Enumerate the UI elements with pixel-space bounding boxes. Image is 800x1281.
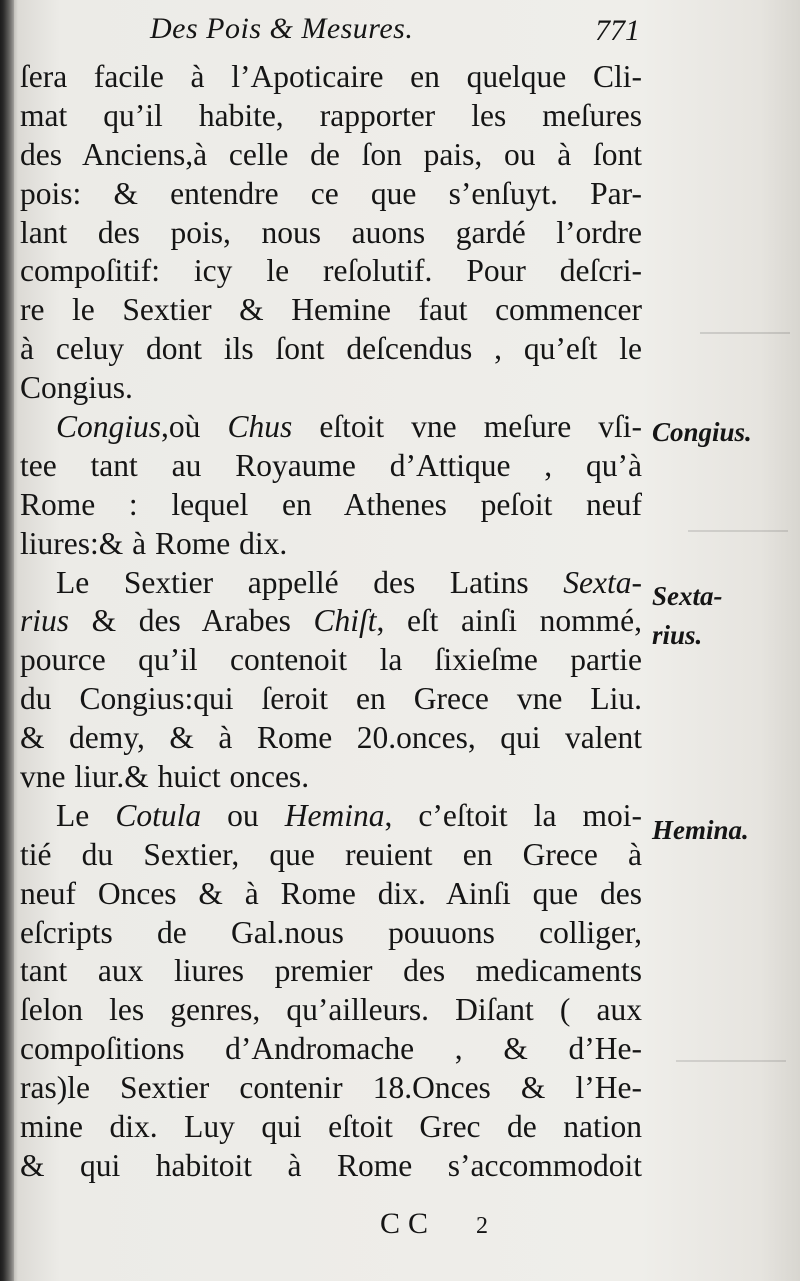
text-line bbox=[20, 602, 642, 641]
margin-note-sextarius-1: Sexta- bbox=[652, 581, 723, 611]
text-line: tant aux liures premier des medicaments bbox=[20, 953, 642, 989]
text-run: Le bbox=[56, 797, 116, 833]
text-line: mat qu’il habite, rapporter les meſures bbox=[20, 97, 642, 133]
italic-term: Chiſt bbox=[313, 603, 377, 639]
paragraph-sextier-line bbox=[20, 564, 642, 603]
signature-mark bbox=[380, 1207, 488, 1241]
margin-notes bbox=[652, 0, 800, 1281]
text-run: , c’eſtoit la moi- bbox=[384, 797, 642, 833]
italic-term: Hemina bbox=[284, 797, 385, 833]
text-line: Rome : lequel en Athenes peſoit neuf bbox=[20, 486, 642, 522]
margin-note-sextarius-2: rius. bbox=[652, 620, 703, 650]
text-line: vne liur.& huict onces. bbox=[20, 759, 310, 795]
binding-gutter-shadow bbox=[0, 0, 14, 1281]
italic-term: rius bbox=[20, 603, 70, 639]
italic-term: Cotula bbox=[115, 797, 202, 833]
signature-letters: CC bbox=[380, 1207, 437, 1240]
body-text bbox=[20, 58, 642, 1186]
paragraph-congius-line bbox=[20, 408, 642, 447]
text-line: ras)le Sextier contenir 18.Onces & l’He- bbox=[20, 1070, 642, 1106]
text-line: neuf Onces & à Rome dix. Ainſi que des bbox=[20, 875, 642, 911]
text-run: & des Arabes bbox=[69, 603, 314, 639]
text-line: ſelon les genres, qu’ailleurs. Diſant ( aux bbox=[20, 992, 642, 1028]
text-line: re le Sextier & Hemine faut commencer bbox=[20, 292, 642, 328]
text-line: eſcripts de Gal.nous pouuons colliger, bbox=[20, 914, 642, 950]
text-line: compoſitif: icy le reſolutif. Pour deſcri- bbox=[20, 253, 642, 289]
page-header bbox=[150, 10, 650, 50]
text-run: eſtoit vne meſure vſi- bbox=[292, 409, 642, 445]
text-line: Congius. bbox=[20, 370, 133, 406]
text-line: tié du Sextier, que reuient en Grece à bbox=[20, 836, 642, 872]
text-line: & demy, & à Rome 20.onces, qui valent bbox=[20, 720, 642, 756]
paragraph-hemina-line bbox=[20, 797, 642, 836]
text-run: ou bbox=[201, 797, 285, 833]
text-run: , eſt ainſi nommé, bbox=[376, 603, 642, 639]
italic-term: Sexta- bbox=[563, 564, 642, 600]
text-run: ,où bbox=[161, 409, 228, 445]
text-line: pois: & entendre ce que s’enſuyt. Par- bbox=[20, 175, 642, 211]
signature-number: 2 bbox=[476, 1213, 489, 1239]
text-line: & qui habitoit à Rome s’accommodoit bbox=[20, 1147, 642, 1183]
text-line: à celuy dont ils ſont deſcendus , qu’eſt le bbox=[20, 331, 642, 367]
page-number: 771 bbox=[595, 14, 640, 47]
text-line: tee tant au Royaume d’Attique , qu’à bbox=[20, 447, 642, 483]
text-line: du Congius:qui ſeroit en Grece vne Liu. bbox=[20, 681, 642, 717]
margin-note-hemina: Hemina. bbox=[652, 815, 749, 845]
text-line: compoſitions d’Andromache , & d’He- bbox=[20, 1031, 642, 1067]
text-run: Le Sextier appellé des Latins bbox=[56, 564, 564, 600]
text-line: mine dix. Luy qui eſtoit Grec de nation bbox=[20, 1109, 642, 1145]
text-line: des Anciens,à celle de ſon pais, ou à ſont bbox=[20, 136, 642, 172]
text-line: pource qu’il contenoit la ſixieſme partie bbox=[20, 642, 642, 678]
italic-term: Chus bbox=[227, 409, 293, 445]
running-title: Des Pois & Mesures. bbox=[150, 12, 414, 45]
italic-term: Congius bbox=[56, 409, 162, 445]
text-line: lant des pois, nous auons gardé l’ordre bbox=[20, 214, 642, 250]
text-line: ſera facile à l’Apoticaire en quelque Cli- bbox=[20, 59, 642, 94]
margin-note-congius: Congius. bbox=[652, 417, 752, 447]
text-line: liures:& à Rome dix. bbox=[20, 525, 288, 561]
